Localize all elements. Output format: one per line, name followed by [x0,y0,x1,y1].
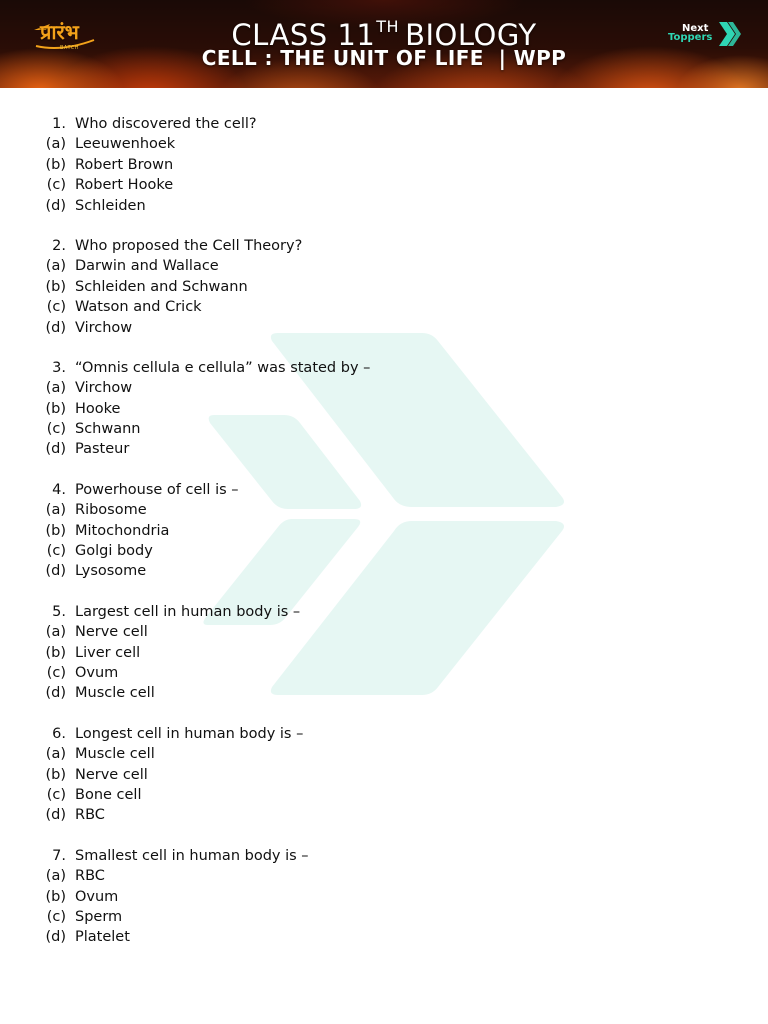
brand-right-top: Next [682,23,709,34]
question-stem [0,480,768,500]
option-label: (b) [45,766,66,783]
question-stem [0,724,768,744]
option-label: (c) [46,664,66,681]
option-text: Platelet [75,929,130,946]
option-text: Muscle cell [75,746,155,763]
option-d [0,318,768,338]
header-banner [0,0,768,88]
page-subtitle: CELL : THE UNIT OF LIFE | WPP [201,46,567,70]
question-number: 3. [52,359,66,376]
option-c [0,541,768,561]
question-number: 1. [52,116,66,132]
question-text: Largest cell in human body is – [75,603,301,620]
option-d [0,683,768,703]
option-a [0,866,768,886]
question-number: 4. [52,481,66,498]
option-label: (b) [45,888,66,905]
option-c [0,663,768,683]
option-b [0,399,768,419]
option-b [0,765,768,785]
option-text: Liver cell [75,644,141,661]
next-toppers-logo [662,18,746,50]
option-label: (b) [45,156,66,173]
option-label: (d) [45,685,66,702]
question-text: Who discovered the cell? [75,116,257,132]
option-text: Mitochondria [75,522,170,539]
option-label: (b) [45,522,66,539]
question-number: 2. [52,237,66,254]
option-b [0,887,768,907]
question-stem [0,114,768,134]
option-text: Schleiden and Schwann [75,278,248,295]
option-label: (c) [46,299,66,316]
question-text: “Omnis cellula e cellula” was stated by – [75,359,371,376]
option-label: (d) [45,319,66,336]
option-a [0,256,768,276]
option-text: Hooke [75,400,121,417]
option-label: (c) [46,786,66,803]
question-number: 6. [52,725,66,742]
option-a [0,622,768,642]
option-label: (d) [45,807,66,824]
option-text: Robert Hooke [75,177,174,194]
question-1 [0,114,768,216]
option-text: Virchow [75,319,133,336]
question-4 [0,480,768,582]
option-d [0,805,768,825]
option-label: (c) [46,421,66,438]
question-text: Who proposed the Cell Theory? [75,237,303,254]
option-text: Watson and Crick [75,299,202,316]
option-d [0,927,768,947]
option-text: Ribosome [75,502,147,519]
option-text: Pasteur [75,441,130,458]
option-b [0,155,768,175]
option-text: Virchow [75,380,133,397]
option-c [0,785,768,805]
option-b [0,277,768,297]
option-d [0,439,768,459]
option-label: (a) [45,868,66,885]
question-7 [0,846,768,948]
option-a [0,500,768,520]
question-stem [0,602,768,622]
question-list [0,114,768,968]
option-label: (a) [45,258,66,275]
option-c [0,175,768,195]
option-b [0,521,768,541]
option-label: (a) [45,746,66,763]
option-text: Golgi body [75,543,153,560]
brand-right-bottom: Toppers [668,32,713,43]
option-label: (c) [46,177,66,194]
option-a [0,744,768,764]
option-text: Darwin and Wallace [75,258,219,275]
option-c [0,297,768,317]
option-text: Ovum [75,664,119,681]
option-text: Bone cell [75,786,142,803]
option-text: Nerve cell [75,766,148,783]
option-label: (c) [46,908,66,925]
title-main: CLASS 11 [231,18,376,52]
title-rest: BIOLOGY [405,18,537,52]
question-stem [0,236,768,256]
option-label: (d) [45,441,66,458]
option-text: RBC [75,807,105,824]
brand-left-text: प्रारंभ [40,20,79,44]
question-number: 5. [52,603,66,620]
option-label: (d) [45,197,66,214]
option-d [0,196,768,216]
option-c [0,907,768,927]
option-label: (d) [45,563,66,580]
option-label: (d) [45,929,66,946]
option-text: RBC [75,868,105,885]
question-text: Powerhouse of cell is – [75,481,239,498]
title-superscript: TH [376,17,400,36]
question-3 [0,358,768,460]
option-label: (a) [45,502,66,519]
option-text: Robert Brown [75,156,174,173]
option-a [0,378,768,398]
question-stem [0,846,768,866]
option-text: Nerve cell [75,624,148,641]
option-label: (a) [45,136,66,153]
double-chevron-icon [717,20,743,48]
option-text: Leeuwenhoek [75,136,176,153]
option-label: (b) [45,644,66,661]
option-text: Lysosome [75,563,147,580]
question-5 [0,602,768,704]
option-b [0,643,768,663]
option-a [0,134,768,154]
question-stem [0,358,768,378]
option-text: Ovum [75,888,119,905]
question-6 [0,724,768,826]
option-label: (a) [45,624,66,641]
question-2 [0,236,768,338]
option-label: (b) [45,278,66,295]
option-text: Sperm [75,908,123,925]
option-text: Schwann [75,421,141,438]
option-d [0,561,768,581]
option-label: (b) [45,400,66,417]
option-label: (c) [46,543,66,560]
option-c [0,419,768,439]
question-text: Smallest cell in human body is – [75,847,309,864]
option-text: Muscle cell [75,685,155,702]
brand-left-subtext: BATCH [60,45,79,51]
question-text: Longest cell in human body is – [75,725,304,742]
option-text: Schleiden [75,197,146,214]
option-label: (a) [45,380,66,397]
question-number: 7. [52,847,66,864]
